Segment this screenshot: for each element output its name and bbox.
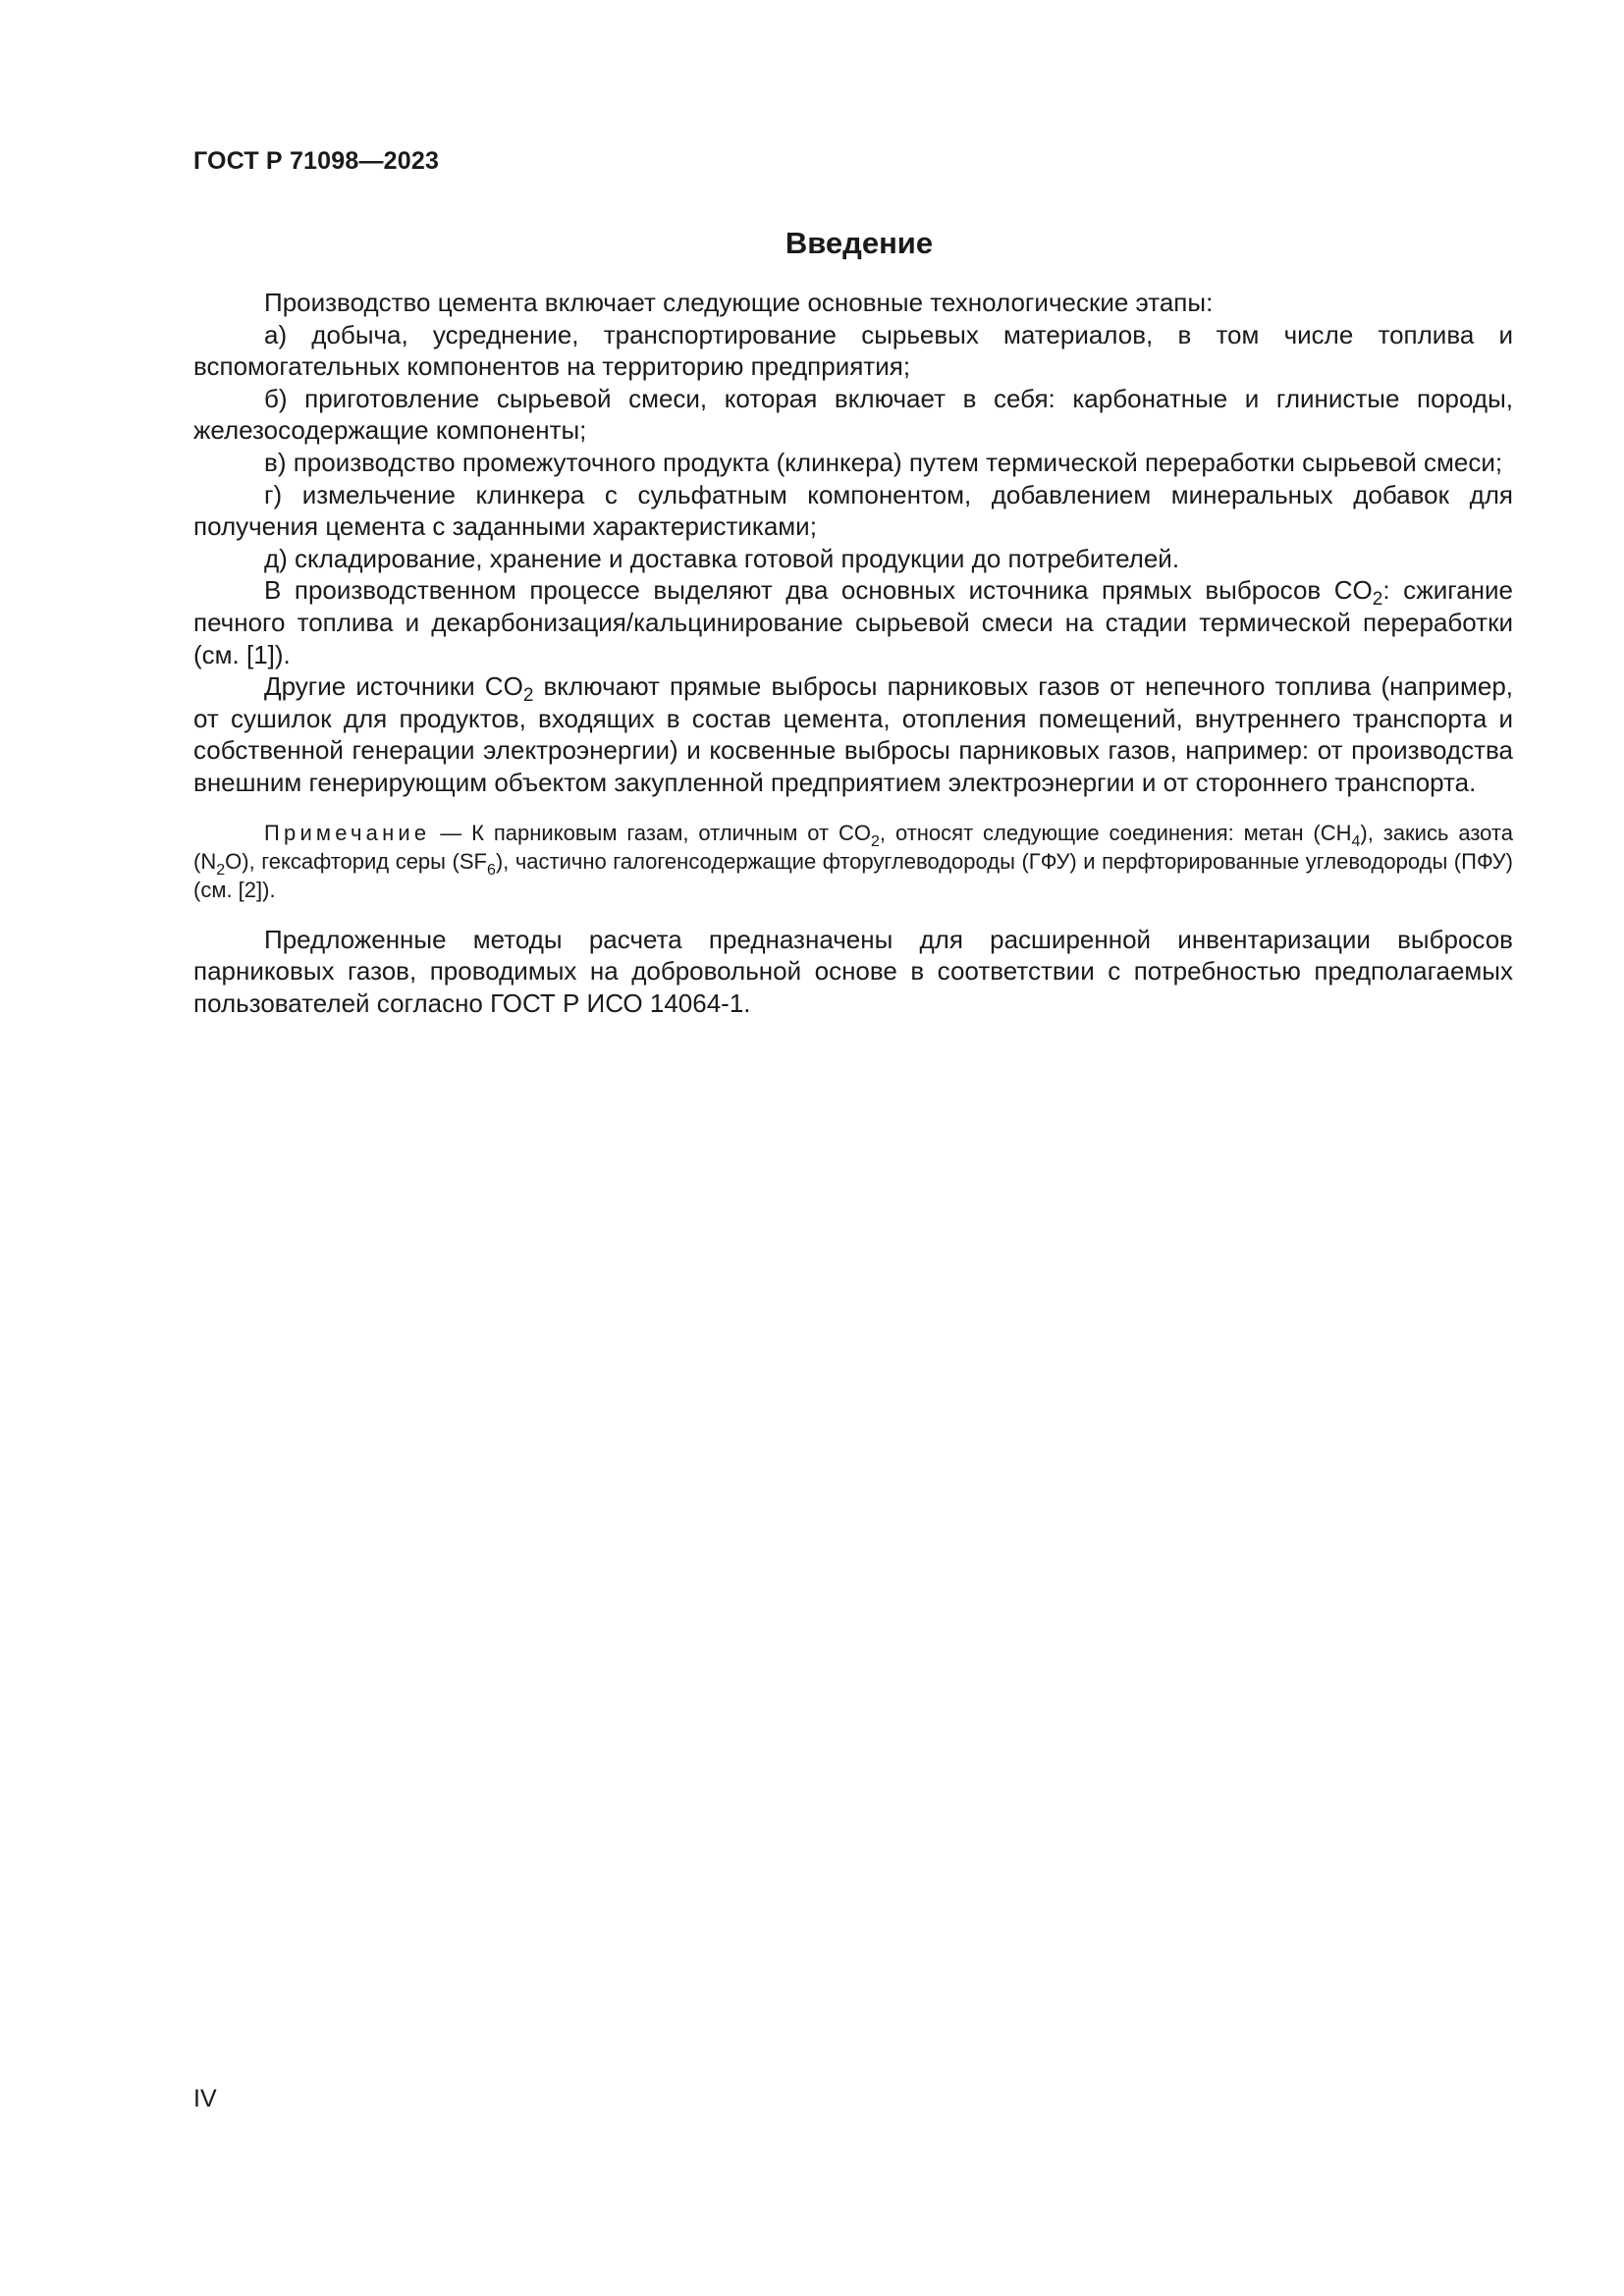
- subscript: 4: [1351, 832, 1361, 850]
- subscript: 2: [871, 832, 880, 850]
- subscript: 2: [522, 685, 534, 707]
- list-item: б) приготовление сырьевой смеси, которая включает в себя: карбонатные и глинистые породы, железосодержащие компоненты;: [193, 383, 1513, 446]
- closing-paragraph: Предложенные методы расчета предназначены для расширенной инвентаризации выбросов парниковых газов, проводимых на добровольной основе в соответствии с потребностью предполагаемых пользователей согласно ГОСТ Р ИСО 14064-1.: [193, 924, 1513, 1018]
- text-run: ), закись азота (N: [193, 820, 1513, 874]
- intro-paragraph: Производство цемента включает следующие основные технологические этапы:: [264, 288, 1214, 317]
- text-run: O), гексафторид серы (SF: [225, 848, 487, 874]
- list-item: д) складирование, хранение и доставка готовой продукции до потребителей.: [264, 543, 1180, 573]
- list-item: г) измельчение клинкера с сульфатным компонентом, добавлением минеральных добавок для получения цемента с заданными характеристиками;: [193, 479, 1513, 542]
- subscript: 6: [486, 861, 496, 879]
- document-body: [193, 287, 1513, 1019]
- text-run: , относят следующие соединения: метан (CH: [879, 820, 1352, 845]
- text-run: К парниковым газам, отличным от CO: [471, 820, 872, 845]
- section-title: Введение: [785, 226, 934, 260]
- text-run: ), частично галогенсодержащие фторуглеводороды (ГФУ) и перфторированные углеводороды (ПФУ) (см. [2]).: [193, 848, 1513, 902]
- sources-paragraph: [193, 574, 1513, 670]
- text-run: включают прямые выбросы парниковых газов от непечного топлива (например, от сушилок для продуктов, входящих в состав цемента, отопления помещений, внутреннего транспорта и собственной генерации электроэнергии) и косвенные выбросы парниковых газов, например: от производства внешним генерирующим объектом закупленной предприятием электроэнергии и от стороннего транспорта.: [193, 671, 1514, 797]
- document-id: ГОСТ Р 71098—2023: [193, 147, 440, 175]
- list-item: в) производство промежуточного продукта (клинкера) путем термической переработки сырьевой смеси;: [264, 447, 1503, 477]
- note-dash: —: [430, 820, 472, 845]
- subscript: 2: [1372, 589, 1383, 611]
- other-sources-paragraph: [193, 670, 1513, 798]
- text-run: : сжигание печного топлива и декарбонизация/кальцинирование сырьевой смеси на стадии термической переработки (см. [1]).: [193, 575, 1514, 669]
- text-run: В производственном процессе выделяют два основных источника прямых выбросов CO: [264, 575, 1373, 606]
- list-item: а) добыча, усреднение, транспортирование сырьевых материалов, в том числе топлива и вспомогательных компонентов на территорию предприятия;: [193, 319, 1513, 382]
- subscript: 2: [216, 861, 226, 879]
- page-number: IV: [193, 2085, 217, 2112]
- text-run: Другие источники CO: [264, 671, 523, 702]
- note-label: Примечание: [264, 820, 431, 845]
- note-paragraph: [193, 819, 1513, 904]
